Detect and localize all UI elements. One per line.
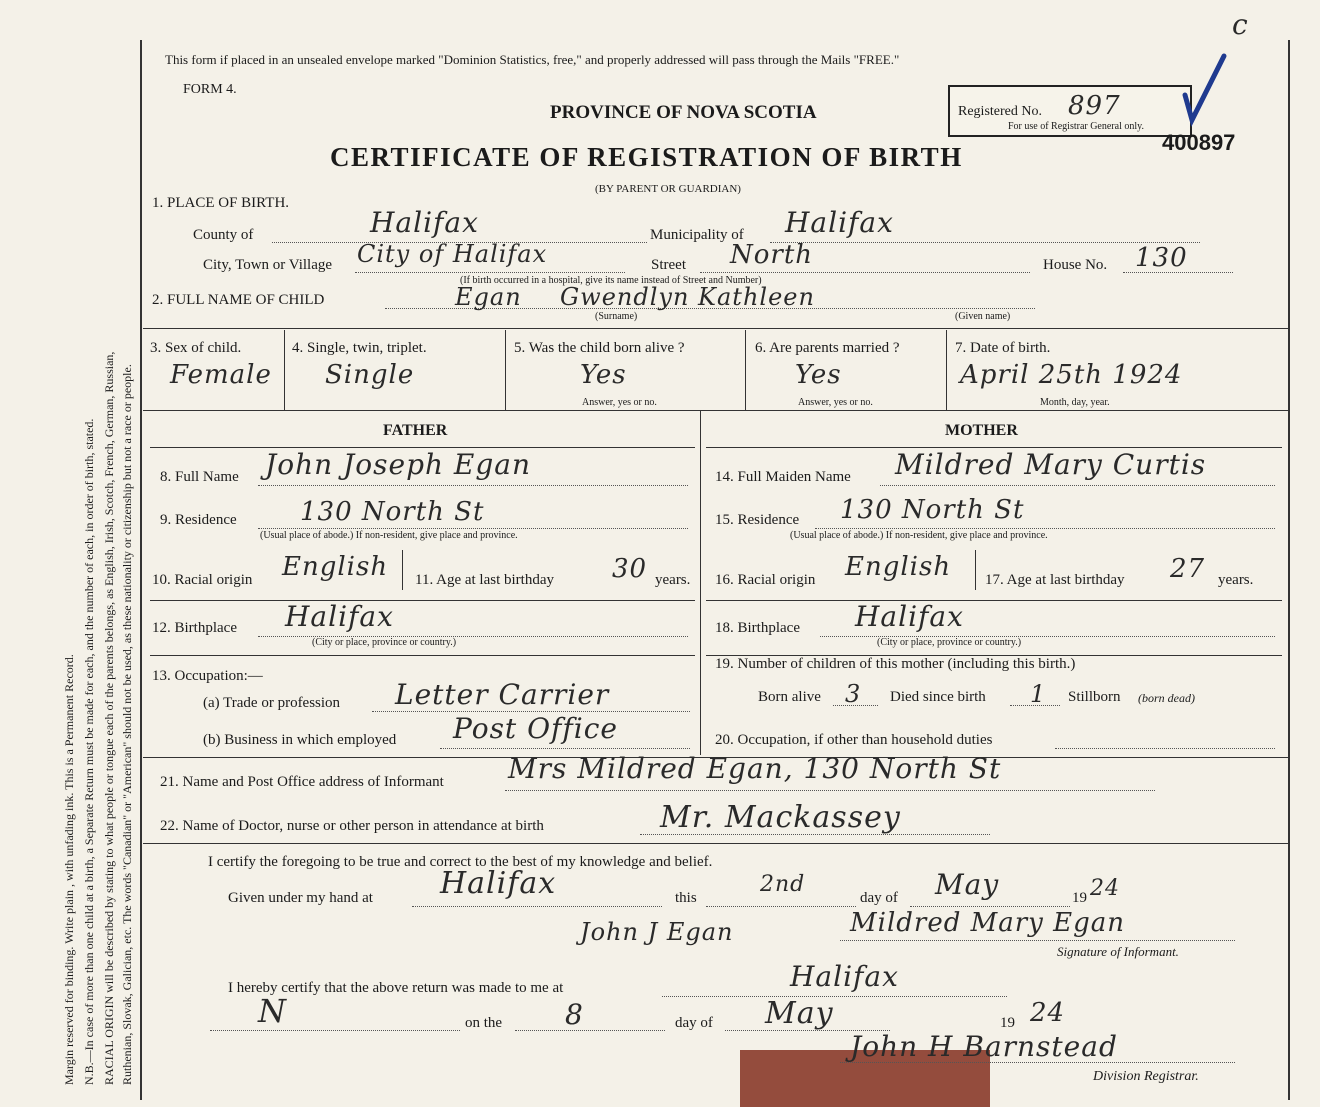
- father-name-label: 8. Full Name: [160, 469, 239, 485]
- county-label: County of: [193, 227, 254, 243]
- mother-heading: MOTHER: [945, 422, 1018, 439]
- blue-check-icon: [1180, 50, 1230, 130]
- married-label: 6. Are parents married ?: [755, 340, 900, 356]
- stillborn-note: (born dead): [1138, 691, 1195, 705]
- informant-label: 21. Name and Post Office address of Informant: [160, 774, 444, 790]
- mother-residence: 130 North St: [840, 495, 1025, 525]
- single-label: 4. Single, twin, triplet.: [292, 340, 427, 356]
- alive-caption: Answer, yes or no.: [582, 397, 657, 408]
- father-age: 30: [612, 554, 648, 584]
- father-birthplace: Halifax: [285, 600, 394, 633]
- mother-age-label: 17. Age at last birthday: [985, 572, 1125, 588]
- father-residence-caption: (Usual place of abode.) If non-resident, give place and province.: [260, 530, 518, 541]
- alive-value: Yes: [580, 360, 627, 390]
- father-age-label: 11. Age at last birthday: [415, 572, 554, 588]
- mother-racial: English: [845, 552, 952, 582]
- city-value: City of Halifax: [357, 240, 548, 268]
- mother-birthplace: Halifax: [855, 600, 964, 633]
- surname-caption: (Surname): [595, 311, 638, 322]
- child-surname: Egan: [455, 283, 522, 311]
- father-business: Post Office: [453, 712, 618, 745]
- registrar-number-mark: N: [258, 992, 287, 1030]
- father-racial: English: [282, 552, 389, 582]
- child-name-label: 2. FULL NAME OF CHILD: [152, 292, 325, 308]
- day-of-label: day of: [860, 890, 898, 906]
- given-label: Given under my hand at: [228, 890, 373, 906]
- mother-birthplace-label: 18. Birthplace: [715, 620, 800, 636]
- given-day: 2nd: [760, 872, 806, 897]
- father-years: years.: [655, 572, 691, 588]
- house-value: 130: [1135, 243, 1188, 273]
- on-the-label: on the: [465, 1015, 503, 1031]
- given-month: May: [935, 868, 1000, 901]
- mail-notice: This form if placed in an unsealed envelope marked "Dominion Statistics, free," and properly addressed will pass through the Mails "FREE.": [165, 52, 900, 67]
- municipality-label: Municipality of: [650, 227, 744, 243]
- registrar-year-prefix: 19: [1000, 1015, 1015, 1031]
- informant-signature: Mildred Mary Egan: [850, 908, 1125, 938]
- father-trade-label: (a) Trade or profession: [203, 695, 341, 711]
- date-label: 7. Date of birth.: [955, 340, 1051, 356]
- registrar-statement: I hereby certify that the above return was made to me at: [228, 980, 564, 996]
- doctor-label: 22. Name of Doctor, nurse or other person in attendance at birth: [160, 818, 544, 834]
- father-birthplace-label: 12. Birthplace: [152, 620, 237, 636]
- given-caption: (Given name): [955, 311, 1011, 322]
- mother-years: years.: [1218, 572, 1254, 588]
- born-alive-value: 3: [845, 680, 862, 708]
- mother-racial-label: 16. Racial origin: [715, 572, 816, 588]
- mother-name: Mildred Mary Curtis: [895, 448, 1207, 481]
- married-value: Yes: [795, 360, 842, 390]
- parent-divider: [700, 410, 701, 755]
- registered-box: [948, 85, 1192, 137]
- house-label: House No.: [1043, 257, 1108, 273]
- father-name: John Joseph Egan: [265, 448, 532, 481]
- mother-age: 27: [1170, 554, 1206, 584]
- mother-birthplace-caption: (City or place, province or country.): [877, 637, 1022, 648]
- registrar-month: May: [765, 996, 834, 1031]
- certify-statement: I certify the foregoing to be true and correct to the best of my knowledge and belief.: [208, 854, 713, 870]
- father-occupation-label: 13. Occupation:—: [152, 668, 263, 684]
- married-caption: Answer, yes or no.: [798, 397, 873, 408]
- municipality-value: Halifax: [785, 206, 894, 239]
- registrar-place: Halifax: [790, 960, 899, 993]
- mother-children-label: 19. Number of children of this mother (including this birth.): [715, 656, 1076, 672]
- sidebar-line-2: N.B.—In case of more than one child at a birth, a Separate Return must be made for each, and the number of each, in order of birth, stated.: [82, 418, 96, 1085]
- alive-label: 5. Was the child born alive ?: [514, 340, 685, 356]
- informant-value: Mrs Mildred Egan, 130 North St: [508, 752, 1002, 785]
- died-label: Died since birth: [890, 689, 986, 705]
- this-label: this: [675, 890, 697, 906]
- father-trade: Letter Carrier: [395, 678, 610, 711]
- father-residence-label: 9. Residence: [160, 512, 237, 528]
- stillborn-label: Stillborn: [1068, 689, 1121, 705]
- sex-label: 3. Sex of child.: [150, 340, 242, 356]
- born-alive-label: Born alive: [758, 689, 821, 705]
- mother-residence-caption: (Usual place of abode.) If non-resident, give place and province.: [790, 530, 1048, 541]
- father-racial-label: 10. Racial origin: [152, 572, 253, 588]
- registrar-day: 8: [565, 998, 584, 1031]
- outer-left-border: [140, 40, 142, 1100]
- registered-label: Registered No.: [958, 104, 1042, 119]
- informant-signature-caption: Signature of Informant.: [1057, 944, 1179, 959]
- father-signature: John J Egan: [580, 918, 734, 946]
- sidebar-line-1: Margin reserved for binding. Write plain , with unfading ink. This is a Permanent Record.: [62, 654, 76, 1085]
- father-business-label: (b) Business in which employed: [203, 732, 397, 748]
- given-place: Halifax: [440, 866, 557, 901]
- street-note: (If birth occurred in a hospital, give its name instead of Street and Number): [460, 275, 762, 286]
- page-title: CERTIFICATE OF REGISTRATION OF BIRTH: [330, 142, 963, 172]
- registrar-caption: Division Registrar.: [1093, 1069, 1199, 1084]
- place-of-birth-label: 1. PLACE OF BIRTH.: [152, 195, 290, 211]
- mother-occupation-label: 20. Occupation, if other than household duties: [715, 732, 993, 748]
- city-label: City, Town or Village: [203, 257, 333, 273]
- province-heading: PROVINCE OF NOVA SCOTIA: [550, 102, 817, 123]
- registered-number: 897: [1068, 91, 1121, 121]
- father-heading: FATHER: [383, 422, 448, 439]
- doctor-value: Mr. Mackassey: [660, 800, 901, 835]
- registrar-signature: John H Barnstead: [850, 1030, 1118, 1063]
- died-value: 1: [1030, 680, 1047, 708]
- corner-mark: c: [1232, 8, 1249, 41]
- sidebar-line-3: RACIAL ORIGIN will be described by stating to what people or tongue each of the parents belongs, as English, Irish, Scotch, French, German, Russian,: [102, 351, 116, 1085]
- street-value: North: [730, 240, 814, 270]
- sex-value: Female: [170, 360, 272, 390]
- given-year-prefix: 19: [1072, 890, 1087, 906]
- registrar-day-of-label: day of: [675, 1015, 713, 1031]
- given-year-suffix: 24: [1090, 876, 1120, 901]
- father-birthplace-caption: (City or place, province or country.): [312, 637, 457, 648]
- county-value: Halifax: [370, 206, 479, 239]
- date-caption: Month, day, year.: [1040, 397, 1110, 408]
- sidebar-line-4: Ruthenian, Slovak, Galician, etc. The words "Canadian" or "American" should not be used, as these nationality or citizenship but not a race or people.: [120, 364, 134, 1085]
- form-number: FORM 4.: [183, 82, 237, 97]
- mother-residence-label: 15. Residence: [715, 512, 800, 528]
- single-value: Single: [325, 360, 415, 390]
- street-label: Street: [651, 257, 686, 273]
- outer-right-border: [1288, 40, 1290, 1100]
- date-value: April 25th 1924: [960, 360, 1183, 390]
- mother-name-label: 14. Full Maiden Name: [715, 469, 851, 485]
- stamp-number: 400897: [1162, 130, 1236, 155]
- child-given-name: Gwendlyn Kathleen: [560, 283, 815, 311]
- registrar-year-suffix: 24: [1030, 998, 1066, 1028]
- subtitle: (BY PARENT OR GUARDIAN): [595, 183, 741, 195]
- registered-note: For use of Registrar General only.: [1008, 121, 1144, 132]
- father-residence: 130 North St: [300, 497, 485, 527]
